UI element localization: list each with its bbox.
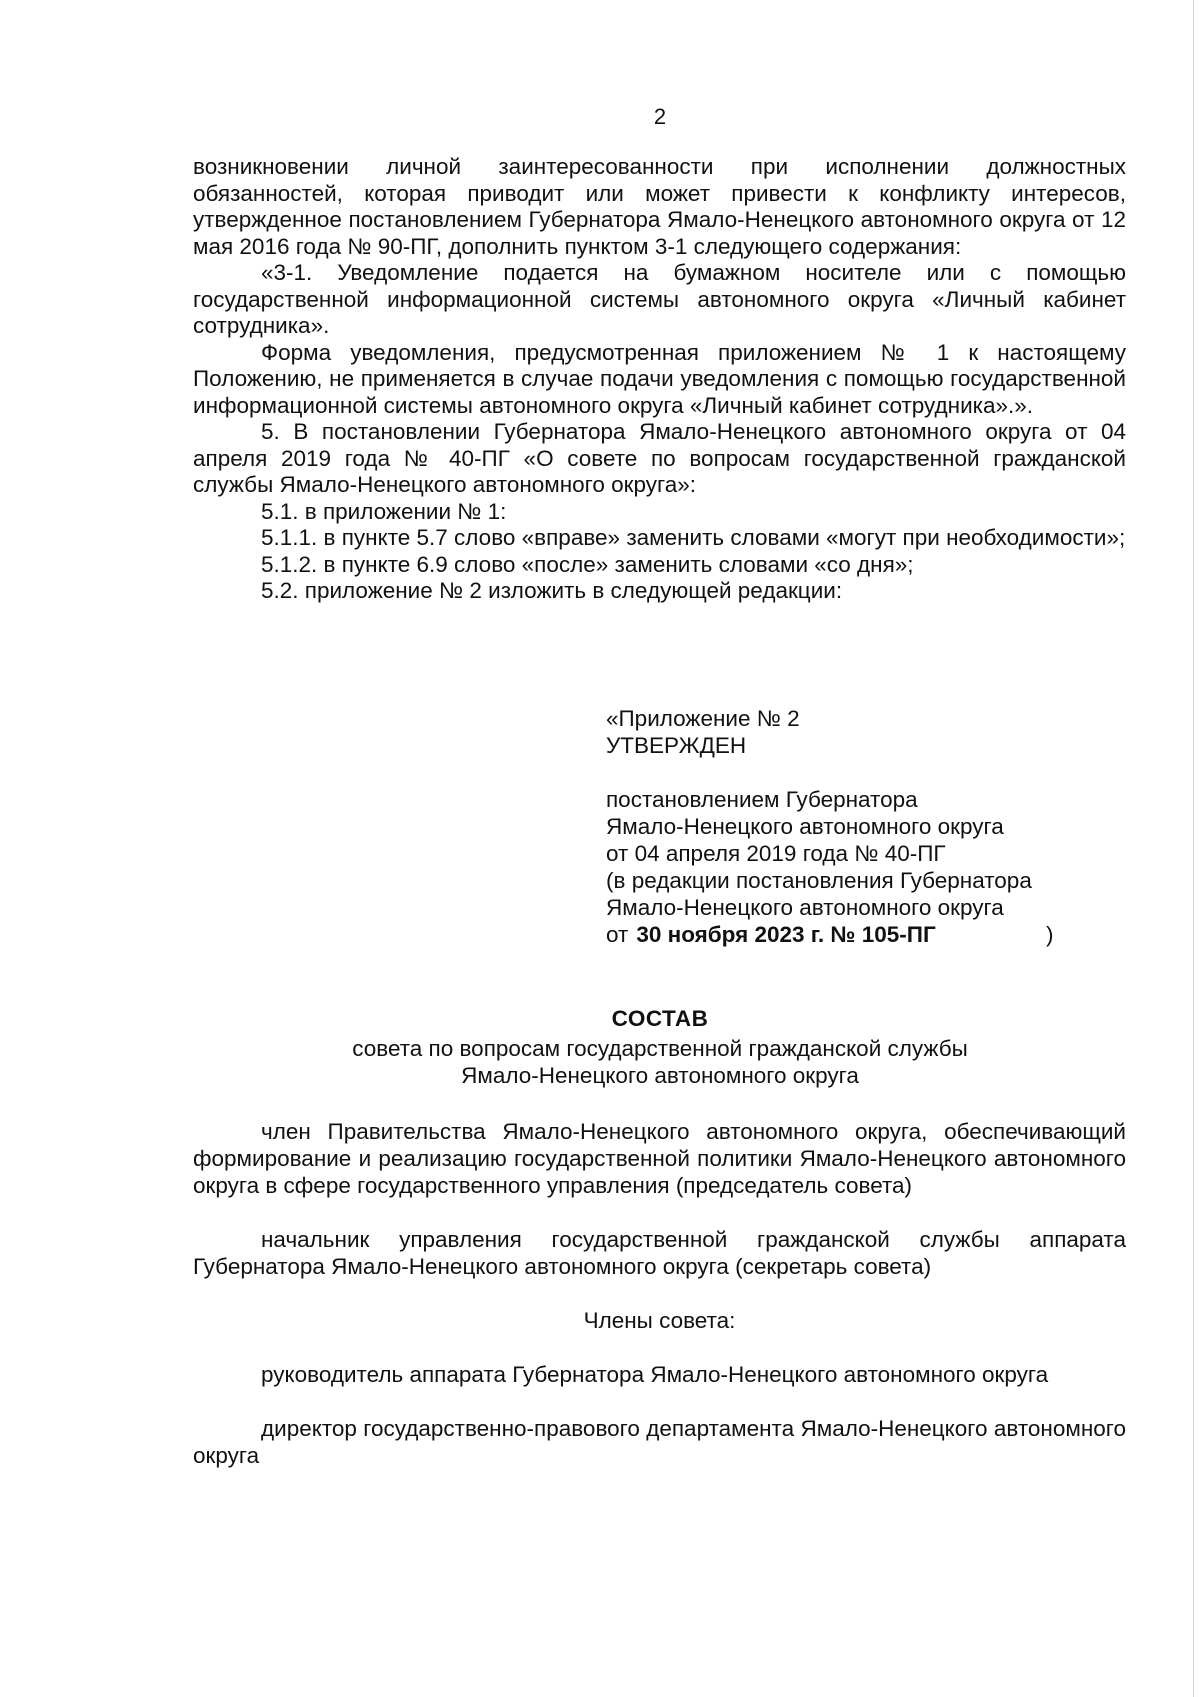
- approval-appendix-label: «Приложение № 2: [606, 706, 800, 731]
- approval-revision-date-stamp: 30 ноября 2023 г. № 105-ПГ: [636, 922, 936, 947]
- composition-subtitle-line2: Ямало-Ненецкого автономного округа: [461, 1063, 859, 1088]
- approval-revision-line: (в редакции постановления Губернатора: [606, 868, 1032, 893]
- member-legal-director: директор государственно-правового департамента Ямало-Ненецкого автономного округа: [193, 1416, 1126, 1468]
- document-body: [193, 154, 1126, 605]
- paragraph-5: 5. В постановлении Губернатора Ямало-Ненецкого автономного округа от 04 апреля 2019 года № 40-ПГ «О совете по вопросам государственной гражданской службы Ямало-Ненецкого автономного округа»:: [193, 419, 1126, 497]
- composition-subtitle: [0, 1035, 1200, 1089]
- approval-region-line: Ямало-Ненецкого автономного округа: [606, 814, 1004, 839]
- scan-edge-line: [1193, 0, 1194, 1697]
- page-number: 2: [653, 104, 667, 129]
- approval-date-line: от 04 апреля 2019 года № 40-ПГ: [606, 841, 946, 866]
- paragraph-continuation: возникновении личной заинтересованности при исполнении должностных обязанностей, которая приводит или может привести к конфликту интересов, утвержденное постановлением Губернатора Ямало-Ненецкого автономного округа от 12 мая 2016 года № 90-ПГ, дополнить пунктом 3-1 следующего содержания:: [193, 154, 1126, 259]
- paragraph-5-2: 5.2. приложение № 2 изложить в следующей редакции:: [261, 578, 843, 603]
- member-head-of-staff: руководитель аппарата Губернатора Ямало-Ненецкого автономного округа: [261, 1362, 1049, 1387]
- approval-revision-close-paren: ): [1046, 922, 1054, 947]
- members-heading: Члены совета:: [583, 1308, 736, 1333]
- composition-title: СОСТАВ: [611, 1006, 709, 1031]
- member-secretary: начальник управления государственной гражданской службы аппарата Губернатора Ямало-Ненецкого автономного округа (секретарь совета): [193, 1227, 1126, 1279]
- composition-subtitle-line1: совета по вопросам государственной гражданской службы: [352, 1036, 968, 1061]
- paragraph-5-1-1: 5.1.1. в пункте 5.7 слово «вправе» заменить словами «могут при необходимости»;: [261, 525, 1126, 550]
- approval-block: [606, 705, 1126, 948]
- approval-revision-date-line: [606, 921, 1126, 948]
- approval-approved-label: УТВЕРЖДЕН: [606, 733, 747, 758]
- approval-revision-date-prefix: от: [606, 922, 629, 947]
- paragraph-5-1-2: 5.1.2. в пункте 6.9 слово «после» заменить словами «со дня»;: [261, 551, 914, 577]
- paragraph-5-1: 5.1. в приложении № 1:: [261, 498, 507, 524]
- member-chairman: член Правительства Ямало-Ненецкого автономного округа, обеспечивающий формирование и реализацию государственной политики Ямало-Ненецкого автономного округа в сфере государственного управления (председатель совета): [193, 1119, 1126, 1198]
- approval-revision-region-line: Ямало-Ненецкого автономного округа: [606, 895, 1004, 920]
- council-members: [193, 1118, 1126, 1469]
- paragraph-form-notice: Форма уведомления, предусмотренная приложением № 1 к настоящему Положению, не применяется в случае подачи уведомления с помощью государственной информационной системы автономного округа «Личный кабинет сотрудника».».: [193, 339, 1126, 418]
- paragraph-3-1: «3-1. Уведомление подается на бумажном носителе или с помощью государственной информационной системы автономного округа «Личный кабинет сотрудника».: [193, 260, 1126, 338]
- approval-decree-line: постановлением Губернатора: [606, 787, 918, 812]
